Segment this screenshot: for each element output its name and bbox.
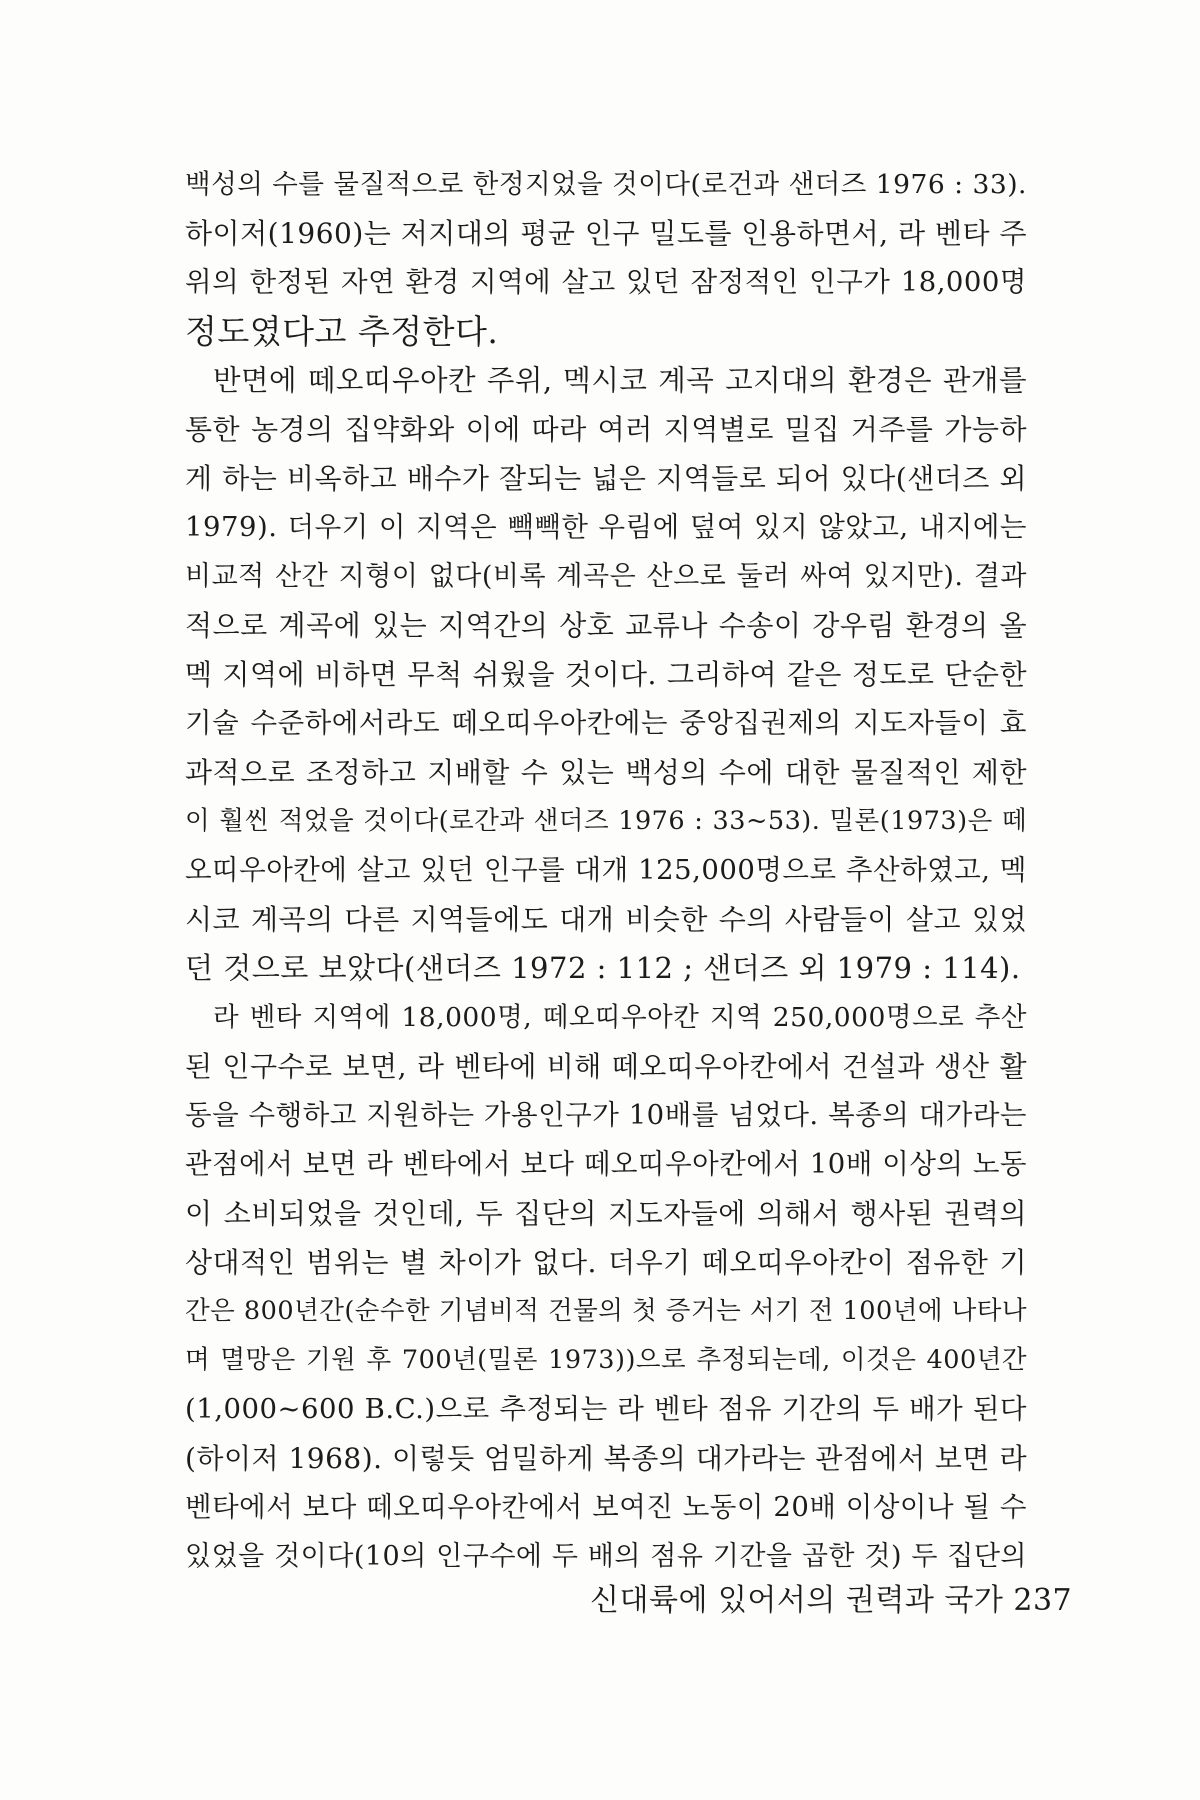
text-line: 1979). 더우기 이 지역은 빽빽한 우림에 덮여 있지 않았고, 내지에는 xyxy=(185,511,1027,543)
text-line: 백성의 수를 물질적으로 한정지었을 것이다(로건과 샌더즈 1976 : 33). xyxy=(185,169,1027,200)
text-line: 라 벤타 지역에 18,000명, 떼오띠우아칸 지역 250,000명으로 추산 xyxy=(213,1002,1027,1033)
text-line: (1,000~600 B.C.)으로 추정되는 라 벤타 점유 기간의 두 배가 된다 xyxy=(185,1393,1027,1425)
body-text xyxy=(185,160,1027,1581)
text-line: 하이저(1960)는 저지대의 평균 인구 밀도를 인용하면서, 라 벤타 주 xyxy=(185,217,1027,250)
text-line: 이 훨씬 적었을 것이다(로간과 샌더즈 1976 : 33~53). 밀론(1973)은 떼 xyxy=(185,806,1027,836)
text-line: 이 소비되었을 것인데, 두 집단의 지도자들에 의해서 행사된 권력의 xyxy=(185,1197,1027,1230)
text-line: 비교적 산간 지형이 없다(비록 계곡은 산으로 둘러 싸여 있지만). 결과 xyxy=(185,561,1027,592)
text-line: 있었을 것이다(10의 인구수에 두 배의 점유 기간을 곱한 것) 두 집단의 xyxy=(185,1541,1027,1572)
text-line: 간은 800년간(순수한 기념비적 건물의 첫 증거는 서기 전 100년에 나타나 xyxy=(185,1296,1027,1326)
text-line: 기술 수준하에서라도 떼오띠우아칸에는 중앙집권제의 지도자들이 효 xyxy=(185,707,1027,739)
text-line: 멕 지역에 비하면 무척 쉬웠을 것이다. 그리하여 같은 정도로 단순한 xyxy=(185,658,1027,691)
text-line: 상대적인 범위는 별 차이가 없다. 더우기 떼오띠우아칸이 점유한 기 xyxy=(185,1246,1027,1279)
text-line: 관점에서 보면 라 벤타에서 보다 떼오띠우아칸에서 10배 이상의 노동 xyxy=(185,1148,1027,1180)
text-line: 오띠우아칸에 살고 있던 인구를 대개 125,000명으로 추산하였고, 멕 xyxy=(185,854,1027,886)
running-footer: 신대륙에 있어서의 권력과 국가 237 xyxy=(590,1583,1073,1618)
text-line: 적으로 계곡에 있는 지역간의 상호 교류나 수송이 강우림 환경의 올 xyxy=(185,609,1027,642)
text-line: 벤타에서 보다 떼오띠우아칸에서 보여진 노동이 20배 이상이나 될 수 xyxy=(185,1491,1027,1523)
text-line: 과적으로 조정하고 지배할 수 있는 백성의 수에 대한 물질적인 제한 xyxy=(185,756,1027,789)
text-line: 게 하는 비옥하고 배수가 잘되는 넓은 지역들로 되어 있다(샌더즈 외 xyxy=(185,462,1027,495)
text-line: 반면에 떼오띠우아칸 주위, 멕시코 계곡 고지대의 환경은 관개를 xyxy=(213,364,1027,397)
text-line: (하이저 1968). 이렇듯 엄밀하게 복종의 대가라는 관점에서 보면 라 xyxy=(185,1442,1027,1475)
text-line: 정도였다고 추정한다. xyxy=(185,312,499,351)
text-line: 위의 한정된 자연 환경 지역에 살고 있던 잠정적인 인구가 18,000명 xyxy=(185,266,1027,298)
text-line: 던 것으로 보았다(샌더즈 1972 : 112 ; 샌더즈 외 1979 : 114). xyxy=(185,951,1021,985)
text-line: 통한 농경의 집약화와 이에 따라 여러 지역별로 밀집 거주를 가능하 xyxy=(185,413,1027,446)
text-line: 된 인구수로 보면, 라 벤타에 비해 떼오띠우아칸에서 건설과 생산 활 xyxy=(185,1050,1027,1083)
text-line: 며 멸망은 기원 후 700년(밀론 1973))으로 추정되는데, 이것은 400년간 xyxy=(185,1345,1027,1375)
text-line: 동을 수행하고 지원하는 가용인구가 10배를 넘었다. 복종의 대가라는 xyxy=(185,1099,1027,1131)
text-line: 시코 계곡의 다른 지역들에도 대개 비슷한 수의 사람들이 살고 있었 xyxy=(185,903,1027,936)
